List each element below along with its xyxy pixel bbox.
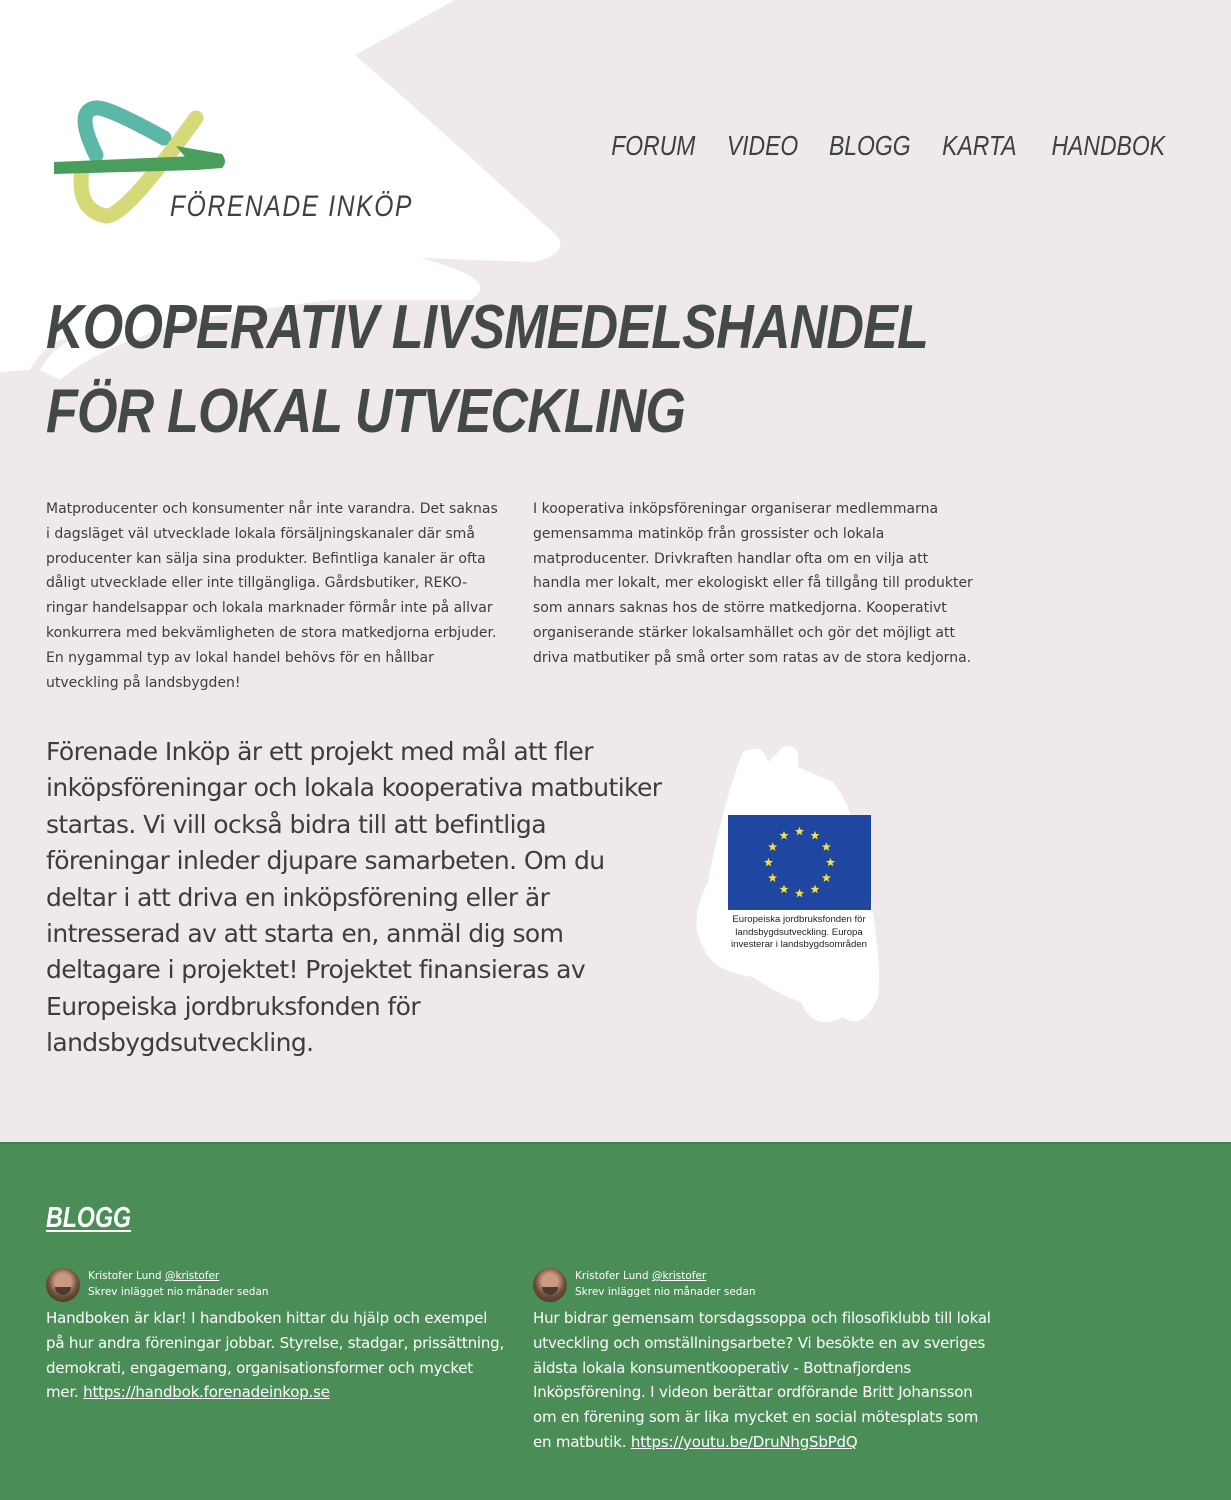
post-timestamp: Skrev inlägget nio månader sedan: [88, 1286, 269, 1298]
eu-star: [768, 842, 777, 851]
nav-item-video[interactable]: VIDEO: [726, 130, 799, 161]
eu-stars-icon: [728, 815, 871, 910]
eu-star: [779, 831, 788, 840]
author-handle-link[interactable]: @kristofer: [164, 1270, 220, 1282]
nav-item-handbok[interactable]: HANDBOK: [1050, 130, 1165, 161]
avatar[interactable]: [533, 1268, 567, 1302]
post-text: Handboken är klar! I handboken hittar du hjälp och exempel på hur andra föreningar jobbar. Styrelse, stadgar, prissättning, demokrati, engagemang, organisationsformer och mycket mer.: [46, 1309, 505, 1402]
eu-star: [810, 885, 819, 894]
logo-link[interactable]: [46, 100, 414, 230]
eu-flag: [728, 815, 871, 910]
post-header: [533, 1266, 993, 1302]
eu-star: [822, 842, 831, 851]
post-text: Hur bidrar gemensam torsdagssoppa och filosofiklubb till lokal utveckling och omställningsarbete? Vi besökte en av sveriges äldsta lokala konsumentkooperativ - Bottnafjordens Inköpsförening. I videon berättar ordförande Britt Johansson om en förening som är lika mycket en social mötesplats som en matbutik.: [533, 1309, 991, 1451]
blog-heading[interactable]: BLOGG: [46, 1202, 132, 1234]
eu-caption-line: investerar i landsbygdsområden: [731, 939, 867, 950]
nav-item-karta[interactable]: KARTA: [941, 130, 1017, 161]
page-title: KOOPERATIV LIVSMEDELSHANDEL FÖR LOKAL UTVECKLING: [46, 293, 928, 446]
post-author: [575, 1269, 706, 1284]
author-handle-link[interactable]: @kristofer: [651, 1270, 707, 1282]
eu-star: [822, 873, 831, 882]
eu-funding-badge: [683, 742, 903, 1032]
eu-star: [795, 827, 804, 836]
main-nav: [608, 130, 1171, 162]
eu-caption-line: Europeiska jordbruksfonden för: [732, 914, 866, 925]
avatar[interactable]: [46, 1268, 80, 1302]
nav-item-forum[interactable]: FORUM: [611, 130, 696, 161]
post-link[interactable]: https://handbok.forenadeinkop.se: [83, 1383, 330, 1402]
blog-post: [533, 1266, 993, 1455]
eu-star: [826, 858, 835, 867]
eu-star: [779, 885, 788, 894]
intro-text-right: I kooperativa inköpsföreningar organiserar medlemmarna gemensamma matinköp från grossister och lokala matproducenter. Drivkraften handlar ofta om en vilja att handla mer lokalt, mer ekologiskt eller få tillgång till produkter som annars saknas hos de större matkedjorna. Kooperativt organiserande stärker lokalsamhället och gör det möjligt att driva matbutiker på små orter som ratas av de stora kedjorna.: [533, 501, 973, 666]
nav-item-blogg[interactable]: BLOGG: [829, 130, 911, 161]
post-header: [46, 1266, 506, 1302]
post-author: [88, 1269, 219, 1284]
eu-star: [810, 831, 819, 840]
post-timestamp: Skrev inlägget nio månader sedan: [575, 1286, 756, 1298]
post-body: [46, 1306, 506, 1405]
blog-post: [46, 1266, 506, 1405]
eu-star: [795, 889, 804, 898]
author-name: Kristofer Lund: [575, 1270, 649, 1282]
logo-text: FÖRENADE INKÖP: [170, 190, 414, 223]
post-link[interactable]: https://youtu.be/DruNhgSbPdQ: [630, 1432, 858, 1451]
intro-text-left: Matproducenter och konsumenter når inte varandra. Det saknas i dagsläget väl utvecklade lokala försäljningskanaler där små producenter kan sälja sina produkter. Befintliga kanaler är ofta dåligt utvecklade eller inte tillgängliga. Gårdsbutiker, REKO-ringar handelsappar och lokala marknader förmår inte på allvar konkurrera med bekvämligheten de stora matkedjorna erbjuder. En nygammal typ av lokal handel behövs för en hållbar utveckling på landsbygden!: [46, 501, 498, 691]
eu-caption: [719, 914, 879, 952]
eu-caption-line: landsbygdsutveckling. Europa: [735, 926, 863, 938]
eu-star: [764, 858, 773, 867]
blog-section: [0, 1142, 1231, 1500]
eu-star: [768, 873, 777, 882]
author-name: Kristofer Lund: [88, 1270, 162, 1282]
project-description: Förenade Inköp är ett projekt med mål att fler inköpsföreningar och lokala kooperativa matbutiker startas. Vi vill också bidra till att befintliga föreningar inleder djupare samarbeten. Om du deltar i att driva en inköpsförening eller är intresserad av att starta en, anmäl dig som deltagare i projektet! Projektet finansieras av Europeiska jordbruksfonden för landsbygdsutveckling.: [46, 737, 662, 1058]
post-body: [533, 1306, 993, 1455]
